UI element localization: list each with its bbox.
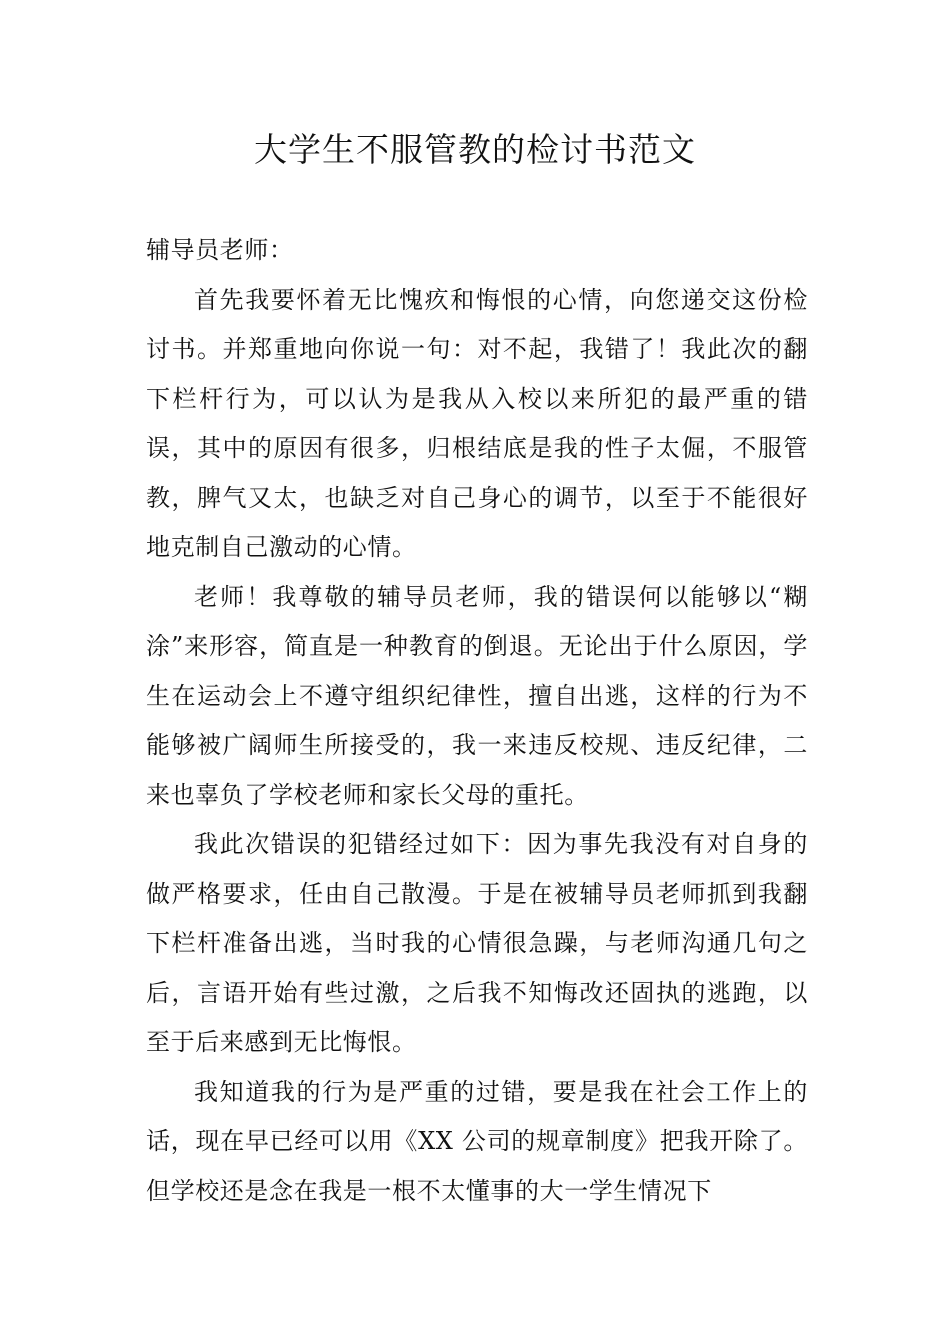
paragraph-1: 首先我要怀着无比愧疚和悔恨的心情，向您递交这份检讨书。并郑重地向你说一句：对不起，我错了！我此次的翻下栏杆行为，可以认为是我从入校以来所犯的最严重的错误，其中的原因有很多，归根结底是我的性子太倔，不服管教，脾气又太，也缺乏对自己身心的调节，以至于不能很好地克制自己激动的心情。 <box>146 285 808 561</box>
paragraph-3: 我此次错误的犯错经过如下：因为事先我没有对自身的做严格要求，任由自己散漫。于是在被辅导员老师抓到我翻下栏杆准备出逃，当时我的心情很急躁，与老师沟通几句之后，言语开始有些过激，之后我不知悔改还固执的逃跑，以至于后来感到无比悔恨。 <box>146 830 808 1056</box>
paragraph-2: 老师！我尊敬的辅导员老师，我的错误何以能够以“糊涂”来形容，简直是一种教育的倒退。无论出于什么原因，学生在运动会上不遵守组织纪律性，擅自出逃，这样的行为不能够被广阔师生所接受的，我一来违反校规、违反纪律，二来也辜负了学校老师和家长父母的重托。 <box>146 582 808 809</box>
document-body <box>146 226 808 1216</box>
document-title: 大学生不服管教的检讨书范文 <box>254 130 696 169</box>
salutation: 辅导员老师： <box>146 236 294 264</box>
paragraph-4: 我知道我的行为是严重的过错，要是我在社会工作上的话，现在早已经可以用《XX 公司的规章制度》把我开除了。但学校还是念在我是一根不太懂事的大一学生情况下 <box>146 1077 808 1205</box>
